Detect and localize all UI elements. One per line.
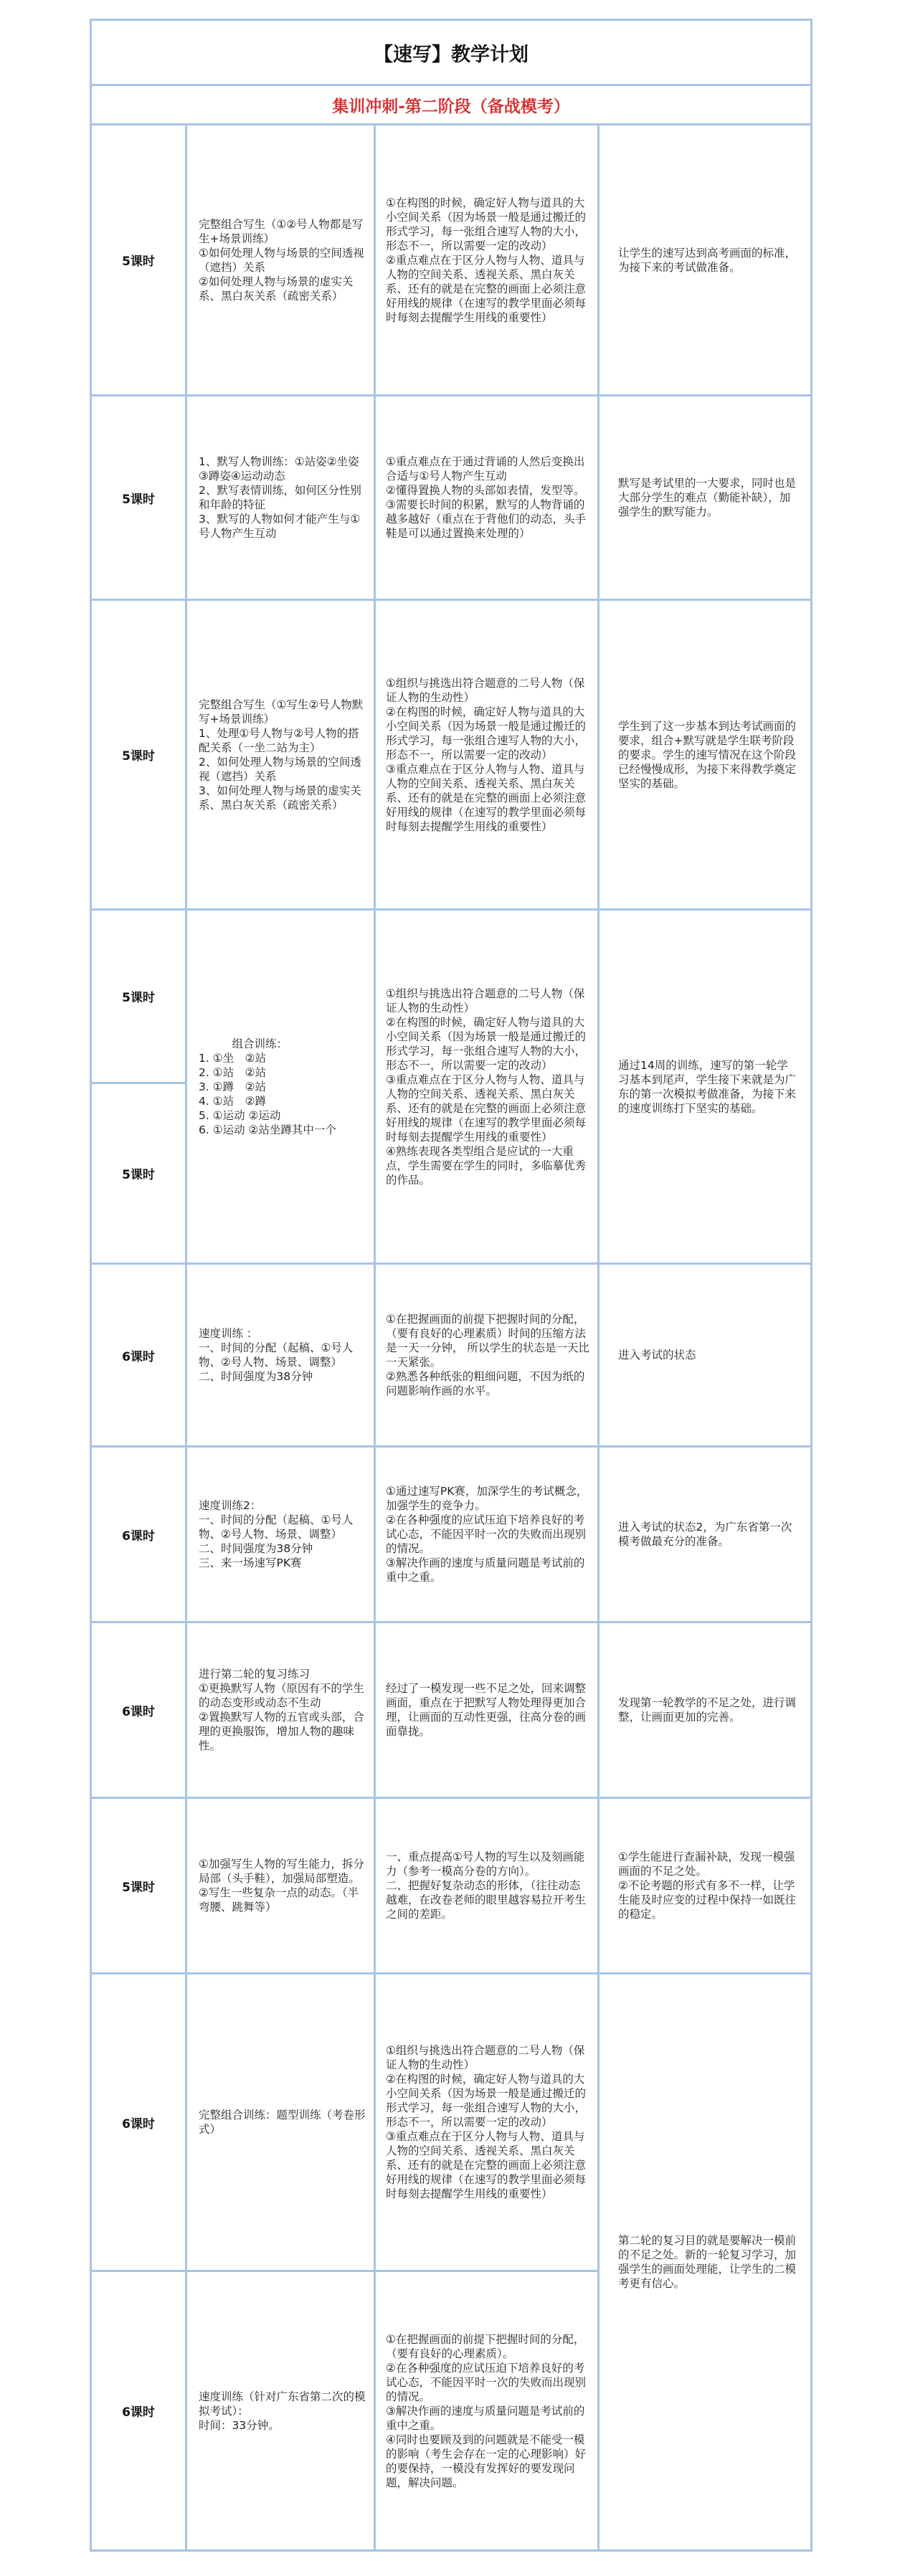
table-row [91, 600, 812, 910]
stage-subtitle: 集训冲刺-第二阶段（备战模考） [91, 85, 812, 125]
key-points-cell: ①重点难点在于通过背诵的人然后变换出合适与①号人物产生互动 ②懂得置换人物的头部如表情，发型等。 ③需要长时间的积累，默写的人物背诵的越多越好（重点在于背他们的动态，头手鞋是可以通过置换来处理的） [386, 455, 587, 540]
goal-cell: 默写是考试里的一大要求，同时也是大部分学生的难点（勤能补缺），加强学生的默写能力。 [618, 477, 797, 518]
content-cell: 速度训练 ： 一、时间的分配（起稿、①号人物、②号人物、场景、调整） 二、时间强度为38分钟 [199, 1327, 354, 1383]
hours-cell: 5课时 [91, 125, 186, 396]
hours-cell: 5课时 [91, 1798, 186, 1974]
table-row [91, 1974, 812, 2271]
goal-cell: 进入考试的状态 [618, 1349, 696, 1361]
goal-cell-merged: 第二轮的复习目的就是要解决一模前的不足之处。新的一轮复习学习，加强学生的画面处理能，让学生的二模考更有信心。 [618, 2234, 797, 2290]
table-row [91, 1622, 812, 1798]
hours-cell: 6课时 [91, 2271, 186, 2551]
hours-cell: 5课时 [91, 396, 186, 600]
content-cell: ①加强写生人物的写生能力，拆分局部（头手鞋），加强局部塑造。 ②写生一些复杂一点的动态。（半弯腰、跳舞等） [199, 1858, 364, 1914]
teaching-plan-table [90, 19, 810, 2564]
goal-cell: 让学生的速写达到高考画面的标准，为接下来的考试做准备。 [618, 246, 797, 274]
content-cell: 进行第二轮的复习练习 ①更换默写人物（原因有不的学生的动态变形或动态不生动 ②置换默写人物的五官或头部，合理的更换服饰，增加人物的趣味性。 [199, 1668, 364, 1752]
table-row [91, 1798, 812, 1974]
goal-cell: 进入考试的状态2，为广东省第一次模考做最充分的准备。 [618, 1521, 792, 1548]
hours-cell: 6课时 [91, 1264, 186, 1447]
content-cell: 组合训练： 1. ①坐 ②站 2. ①站 ②站 3. ①蹲 ②站 4. ①站 ②蹲 5. ①运动 ②运动 6. ①运动 ②站坐蹲其中一个 [199, 1037, 336, 1136]
table-row [91, 396, 812, 600]
table-row [91, 125, 812, 396]
hours-cell: 5课时 [91, 600, 186, 910]
key-points-cell: ①在把握画面的前提下把握时间的分配，（要有良好的心理素质）时间的压缩方法是一天一分钟， 所以学生的状态是一天比一天紧张。 ②熟悉各种纸张的粗细问题，不因为纸的问题影响作画的水平。 [386, 1313, 589, 1397]
hours-cell: 6课时 [91, 1622, 186, 1798]
key-points-cell: ①组织与挑选出符合题意的二号人物（保证人物的生动性） ②在构图的时候，确定好人物与道具的大小空间关系（因为场景一般是通过搬迁的形式学习，每一张组合速写人物的大小，形态不一，所以需要一定的改动） ③重点难点在于区分人物与人物、道具与人物的空间关系、透视关系、黑白灰关系、还有的就是在完整的画面上必须注意好用线的规律（在速写的教学里面必须每时每刻去提醒学生用线的重要性） [386, 2044, 587, 2200]
goal-cell: 通过14周的训练，速写的第一轮学习基本到尾声，学生接下来就是为广东的第一次模拟考做准备，为接下来的速度训练打下坚实的基础。 [618, 1058, 797, 1115]
key-points-cell: ①在把握画面的前提下把握时间的分配，（要有良好的心理素质）。 ②在各种强度的应试压迫下培养良好的考试心态，不能因平时一次的失败而出现别的情况。 ③解决作画的速度与质量问题是考试前的重中之重。 ④同时也要顾及到的问题就是不能受一模的影响（考生会存在一定的心理影响）好的要保持，一模没有发挥好的要发现问题，解决问题。 [386, 2332, 587, 2489]
content-cell: 完整组合训练：题型训练（考卷形式） [199, 2109, 366, 2136]
content-cell: 1、默写人物训练：①站姿②坐姿③蹲姿④运动动态 2、默写表情训练，如何区分性别和年龄的特征 3、默写的人物如何才能产生与①号人物产生互动 [199, 455, 361, 540]
hours-cell: 6课时 [91, 1447, 186, 1622]
content-cell: 速度训练2： 一、时间的分配（起稿、①号人物、②号人物、场景、调整） 二、时间强度为38分钟 三、来一场速写PK赛 [199, 1499, 354, 1569]
table-row [91, 910, 812, 1083]
table-row [91, 1264, 812, 1447]
page-title: 【速写】教学计划 [91, 20, 812, 85]
key-points-cell: ①组织与挑选出符合题意的二号人物（保证人物的生动性） ②在构图的时候，确定好人物与道具的大小空间关系（因为场景一般是通过搬迁的形式学习，每一张组合速写人物的大小，形态不一，所以需要一定的改动） ③重点难点在于区分人物与人物、道具与人物的空间关系、透视关系、黑白灰关系、还有的就是在完整的画面上必须注意好用线的规律（在速写的教学里面必须每时每刻去提醒学生用线的重要性） [386, 676, 587, 833]
key-points-cell: ①通过速写PK赛，加深学生的考试概念，加强学生的竞争力。 ②在各种强度的应试压迫下培养良好的考试心态，不能因平时一次的失败而出现别的情况。 ③解决作画的速度与质量问题是考试前的重中之重。 [386, 1485, 588, 1584]
table-row [91, 1447, 812, 1622]
key-points-cell: ①在构图的时候，确定好人物与道具的大小空间关系（因为场景一般是通过搬迁的形式学习，每一张组合速写人物的大小，形态不一，所以需要一定的改动） ②重点难点在于区分人物与人物、道具与人物的空间关系、透视关系、黑白灰关系、还有的就是在完整的画面上必须注意好用线的规律（在速写的教学里面必须每时每刻去提醒学生用线的重要性） [386, 196, 587, 324]
goal-cell: ①学生能进行查漏补缺，发现一模强画面的不足之处。 ②不论考题的形式有多不一样，让学生能及时应变的过程中保持一如既往的稳定。 [618, 1850, 797, 1921]
key-points-cell: ①组织与挑选出符合题意的二号人物（保证人物的生动性） ②在构图的时候，确定好人物与道具的大小空间关系（因为场景一般是通过搬迁的形式学习，每一张组合速写人物的大小，形态不一，所以需要一定的改动） ③重点难点在于区分人物与人物、道具与人物的空间关系、透视关系、黑白灰关系、还有的就是在完整的画面上必须注意好用线的规律（在速写的教学里面必须每时每刻去提醒学生用线的重要性） ④熟练表现各类型组合是应试的一大重点，学生需要在学生的同时，多临摹优秀的作品。 [386, 987, 587, 1187]
content-cell: 完整组合写生（①写生②号人物默写+场景训练） 1、处理①号人物与②号人物的搭配关系（一坐二站为主） 2、如何处理人物与场景的空间透视（遮挡）关系 3、如何处理人物与场景的虚实关系、黑白灰关系（疏密关系） [199, 698, 364, 812]
content-cell: 速度训练（针对广东省第二次的模拟考试）： 时间：33分钟。 [199, 2390, 366, 2432]
key-points-cell: 一、重点提高①号人物的写生以及刻画能力（参考一模高分卷的方向）。 二、把握好复杂动态的形体，（往往动态越难，在改卷老师的眼里越容易拉开考生之间的差距。 [386, 1850, 587, 1921]
goal-cell: 学生到了这一步基本到达考试画面的要求，组合+默写就是学生联考阶段的要求。学生的速写情况在这个阶段已经慢慢成形，为接下来得教学奠定坚实的基础。 [618, 719, 797, 790]
content-cell: 完整组合写生（①②号人物都是写生+场景训练） ①如何处理人物与场景的空间透视（遮挡）关系 ②如何处理人物与场景的虚实关系、黑白灰关系（疏密关系） [199, 217, 364, 303]
hours-cell: 5课时 [91, 1083, 186, 1264]
hours-cell: 6课时 [91, 1974, 186, 2271]
goal-cell: 发现第一轮教学的不足之处，进行调整，让画面更加的完善。 [618, 1696, 797, 1724]
key-points-cell: 经过了一模发现一些不足之处，回来调整画面，重点在于把默写人物处理得更加合理，让画面的互动性更强，往高分卷的画面靠拢。 [386, 1682, 587, 1738]
hours-cell: 5课时 [91, 910, 186, 1083]
